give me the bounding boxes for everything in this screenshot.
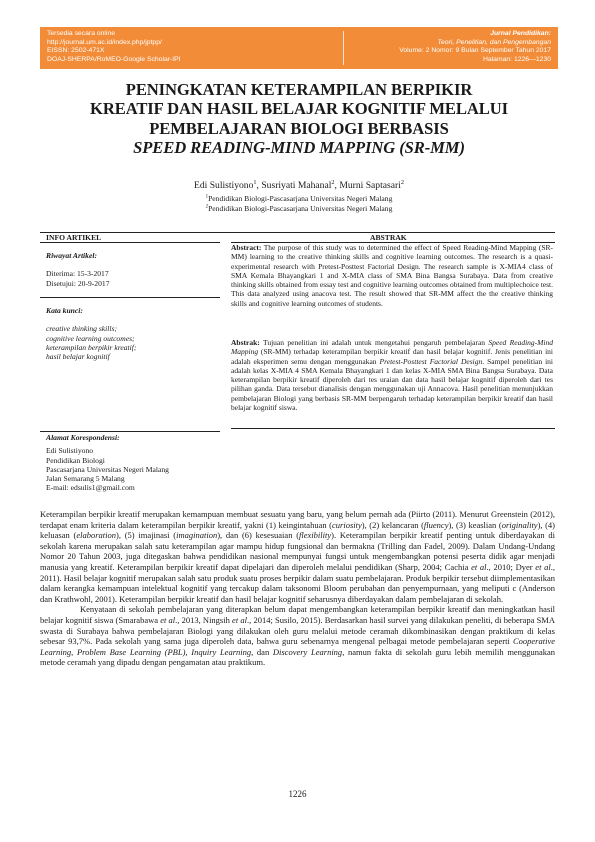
info-top-rule bbox=[40, 232, 555, 233]
correspondence-address: Jalan Semarang 5 Malang bbox=[46, 474, 125, 484]
author-1: Edi Sulistiyono bbox=[193, 180, 254, 191]
title-line-2: KREATIF DAN HASIL BELAJAR KOGNITIF MELALUI bbox=[90, 99, 508, 119]
article-history bbox=[46, 251, 110, 288]
availability-line: Tersedia secara online bbox=[47, 30, 116, 37]
correspondence-name: Edi Sulistiyono bbox=[46, 446, 94, 456]
author-list: Edi Sulistiyono$^1$, Susriyati Mahanal$^2$, Murni Saptasari$^2$ bbox=[193, 178, 405, 191]
header-divider bbox=[343, 31, 344, 65]
journal-info bbox=[399, 30, 551, 64]
author-3: Murni Saptasari bbox=[339, 180, 401, 191]
title-line-3: PEMBELAJARAN BIOLOGI BERBASIS bbox=[149, 118, 449, 138]
correspondence-univ: Pascasarjana Universitas Negeri Malang bbox=[46, 464, 169, 474]
correspondence-block bbox=[46, 433, 169, 493]
accepted-date: Disetujui: 20-9-2017 bbox=[46, 278, 110, 288]
abstract-en-text: The purpose of this study was to determined the effect of Speed Reading-Mind Mapping (SR-MM) learning to the creative thinking skills and cognitive learning outcomes. The research is a quasi-experimental research with Pretest-Posttest Factorial Design. The research sample is X-MIA4 class of SMA Kemala Bhayangkari 1 and X-MIA class of SMA Bina Bangsa Surabaya. Data from creative thinking skills obtained from essay test and cognitive learning outcomes obtained from multiplechoice test. This data analyzed using anacova test. The result showed that SR-MM affect the the creative thinking skills and cognitive learning outcomes of students. bbox=[231, 243, 553, 308]
keyword-3: keterampilan berpikir kreatif; bbox=[46, 342, 137, 352]
journal-url[interactable]: http://journal.um.ac.id/index.php/jptpp/ bbox=[47, 38, 162, 46]
article-title bbox=[40, 80, 558, 158]
history-label: Riwayat Artikel: bbox=[46, 251, 97, 260]
author-2: Susriyati Mahanal bbox=[261, 180, 332, 191]
abstract-en-label: Abstract: bbox=[231, 243, 262, 252]
affiliation-2 bbox=[40, 204, 558, 214]
paragraph-2: Kenyataan di sekolah pembelajaran yang diterapkan belum dapat mengembangkan keterampilan berpikir kreatif dan meningkatkan hasil belajar kognitif siswa (Smarabawa et al., 2013, Ningsih et al., 2014; Susilo, 2015). Berdasarkan hasil survei yang dilakukan peneliti, di beberapa SMA swasta di Surabaya bahwa pembelajaran Biologi yang dilakukan oleh guru melalui metode ceramah dikombinasikan dengan praktikum di kelas sebesar 93,7%. Pada sekolah yang sama juga diperoleh data, bahwa guru sebenarnya mengenal pelbagai metode pembelajaran seperti Cooperative Learning, Problem Base Learning (PBL), Inquiry Learning, dan Discovery Learning, namun fakta di sekolah guru lebih memilih menggunakan metode ceramah yang dipadu dengan pengamatan atau praktikum. bbox=[40, 604, 556, 668]
abstract-id-text-2: (SR-MM) terhadap keterampilan berpikir kreatif dan hasil belajar kognitif. Jenis penelitian ini adalah eksperimen semu dengan menggunakan bbox=[231, 347, 553, 366]
journal-label: Jurnal Pendidikan: bbox=[490, 30, 551, 37]
journal-subtitle: Teori, Penelitian, dan Pengembangan bbox=[437, 38, 551, 46]
keyword-1: creative thinking skills; bbox=[46, 324, 117, 334]
eissn: EISSN: 2502-471X bbox=[47, 47, 105, 55]
abstract-id-italic-2: Pretest-Posttest Factorial Design bbox=[379, 356, 483, 366]
abstract-id-text-1: Tujuan penelitian ini adalah untuk mengetahui pengaruh pembelajaran bbox=[263, 338, 489, 347]
history-rule bbox=[40, 297, 220, 298]
abstract-id-label: Abstrak: bbox=[231, 338, 260, 347]
abstract-bottom-rule bbox=[231, 428, 555, 429]
title-line-4: SPEED READING-MIND MAPPING (SR-MM) bbox=[133, 138, 465, 158]
indexing-line: DOAJ-SHERPA/RoMEO-Google Scholar-IPI bbox=[47, 55, 181, 63]
abstract-indonesian bbox=[231, 338, 553, 412]
keyword-2: cognitive learning outcomes; bbox=[46, 333, 135, 343]
affiliations bbox=[40, 194, 558, 214]
paragraph-1: Keterampilan berpikir kreatif merupakan kemampuan membuat sesuatu yang baru, yang belum pernah ada (Piirto (2011). Menurut Greenstein (2012), terdapat enam kriteria dalam keterampilan berpikir kreatif, yakni (1) keingintahuan (curiosity), (2) kelancaran (fluency), (3) keaslian (originality), (4) keluasan (elaboration), (5) imajinasi (imagination), dan (6) kesesuaian (flexibility). Keterampilan berpikir kreatif penting untuk diberdayakan di sekolah karena merupakan salah satu keterampilan agar mampu hidup fungsional dan bermakna (Trilling dan Fadel, 2009). Dalam Undang-Undang Nomor 20 Tahun 2003, juga ditegaskan bahwa pendidikan nasional mempunyai fungsi untuk mengembangkan potensi peserta didik agar menjadi manusia yang kreatif. Keterampilan berpikir kreatif dapat dipelajari dan diperoleh melalui pendidikan (Sharp, 2004; Cachia et al., 2010; Dyer et al., 2011). Hasil belajar kognitif merupakan salah satu produk suatu proses berpikir dalam suatu pembelajaran. Produk berpikir tersebut diimplementasikan dalam kerangka kemampuan intelektual kognitif yang tercakup dalam taksonomi Bloom perubahan dan penyempurnaan, yang meliputi c (Anderson dan Krathwohl, 2001). Keterampilan berpikir kreatif dan hasil belajar kognitif seharusnya diberdayakan dalam pembelajaran di sekolah. bbox=[40, 509, 556, 604]
affiliation-1 bbox=[40, 194, 558, 204]
affiliation-2-text: Pendidikan Biologi-Pascasarjana Universitas Negeri Malang bbox=[208, 204, 393, 213]
keywords-block bbox=[46, 306, 136, 361]
author-2-sup: 2 bbox=[331, 178, 335, 186]
received-date: Diterima: 15-3-2017 bbox=[46, 269, 109, 279]
correspondence-label: Alamat Korespondensi: bbox=[46, 433, 120, 442]
keyword-4: hasil belajar kognitif bbox=[46, 352, 110, 362]
availability-info bbox=[47, 30, 181, 64]
author-3-sup: 2 bbox=[400, 178, 405, 186]
correspondence-dept: Pendidikan Biologi bbox=[46, 455, 105, 465]
title-line-1: PENINGKATAN KETERAMPILAN BERPIKIR bbox=[125, 80, 473, 99]
author-1-sup: 1 bbox=[253, 178, 257, 186]
info-heading-rule bbox=[40, 242, 220, 243]
volume-info: Volume: 2 Nomor: 9 Bulan September Tahun 2017 bbox=[399, 47, 551, 55]
page-number: 1226 bbox=[288, 789, 307, 799]
correspondence-email[interactable]: E-mail: edsulis1@gmail.com bbox=[46, 483, 135, 493]
affiliation-1-sup: 1 bbox=[205, 194, 209, 200]
page-range: Halaman: 1226—1230 bbox=[482, 55, 551, 63]
abstract-heading: ABSTRAK bbox=[370, 233, 407, 242]
abstract-english bbox=[231, 243, 553, 308]
affiliation-2-sup: 2 bbox=[205, 204, 209, 210]
journal-header-band bbox=[40, 27, 558, 69]
info-heading: INFO ARTIKEL bbox=[46, 233, 102, 242]
article-body bbox=[40, 509, 555, 668]
abstract-id-text-3: . Sampel penelitian ini adalah kelas X-MIA 4 SMA Kemala Bhayangkari 1 dan kelas X-MIA SMA Bina Bangsa Surabaya. Data keterampilan berpikir kreatif diperoleh dari tes uraian dan data hasil belajar kognitif diperoleh dari tes pilihan ganda. Data tersebut dianalisis dengan menggunakan uji Annacova. Hasil penelitian menunjukkan pembelajaran Biologi yang berbasis SR-MM berpengaruh terhadap keterampilan berpikir kreatif dan hasil belajar kognitif siswa. bbox=[231, 356, 553, 413]
affiliation-1-text: Pendidikan Biologi-Pascasarjana Universitas Negeri Malang bbox=[208, 194, 393, 203]
abstract-id-italic-1: Speed Reading-Mind Mapping bbox=[231, 338, 553, 357]
keywords-rule bbox=[40, 431, 220, 432]
keywords-label: Kata kunci: bbox=[46, 306, 83, 315]
